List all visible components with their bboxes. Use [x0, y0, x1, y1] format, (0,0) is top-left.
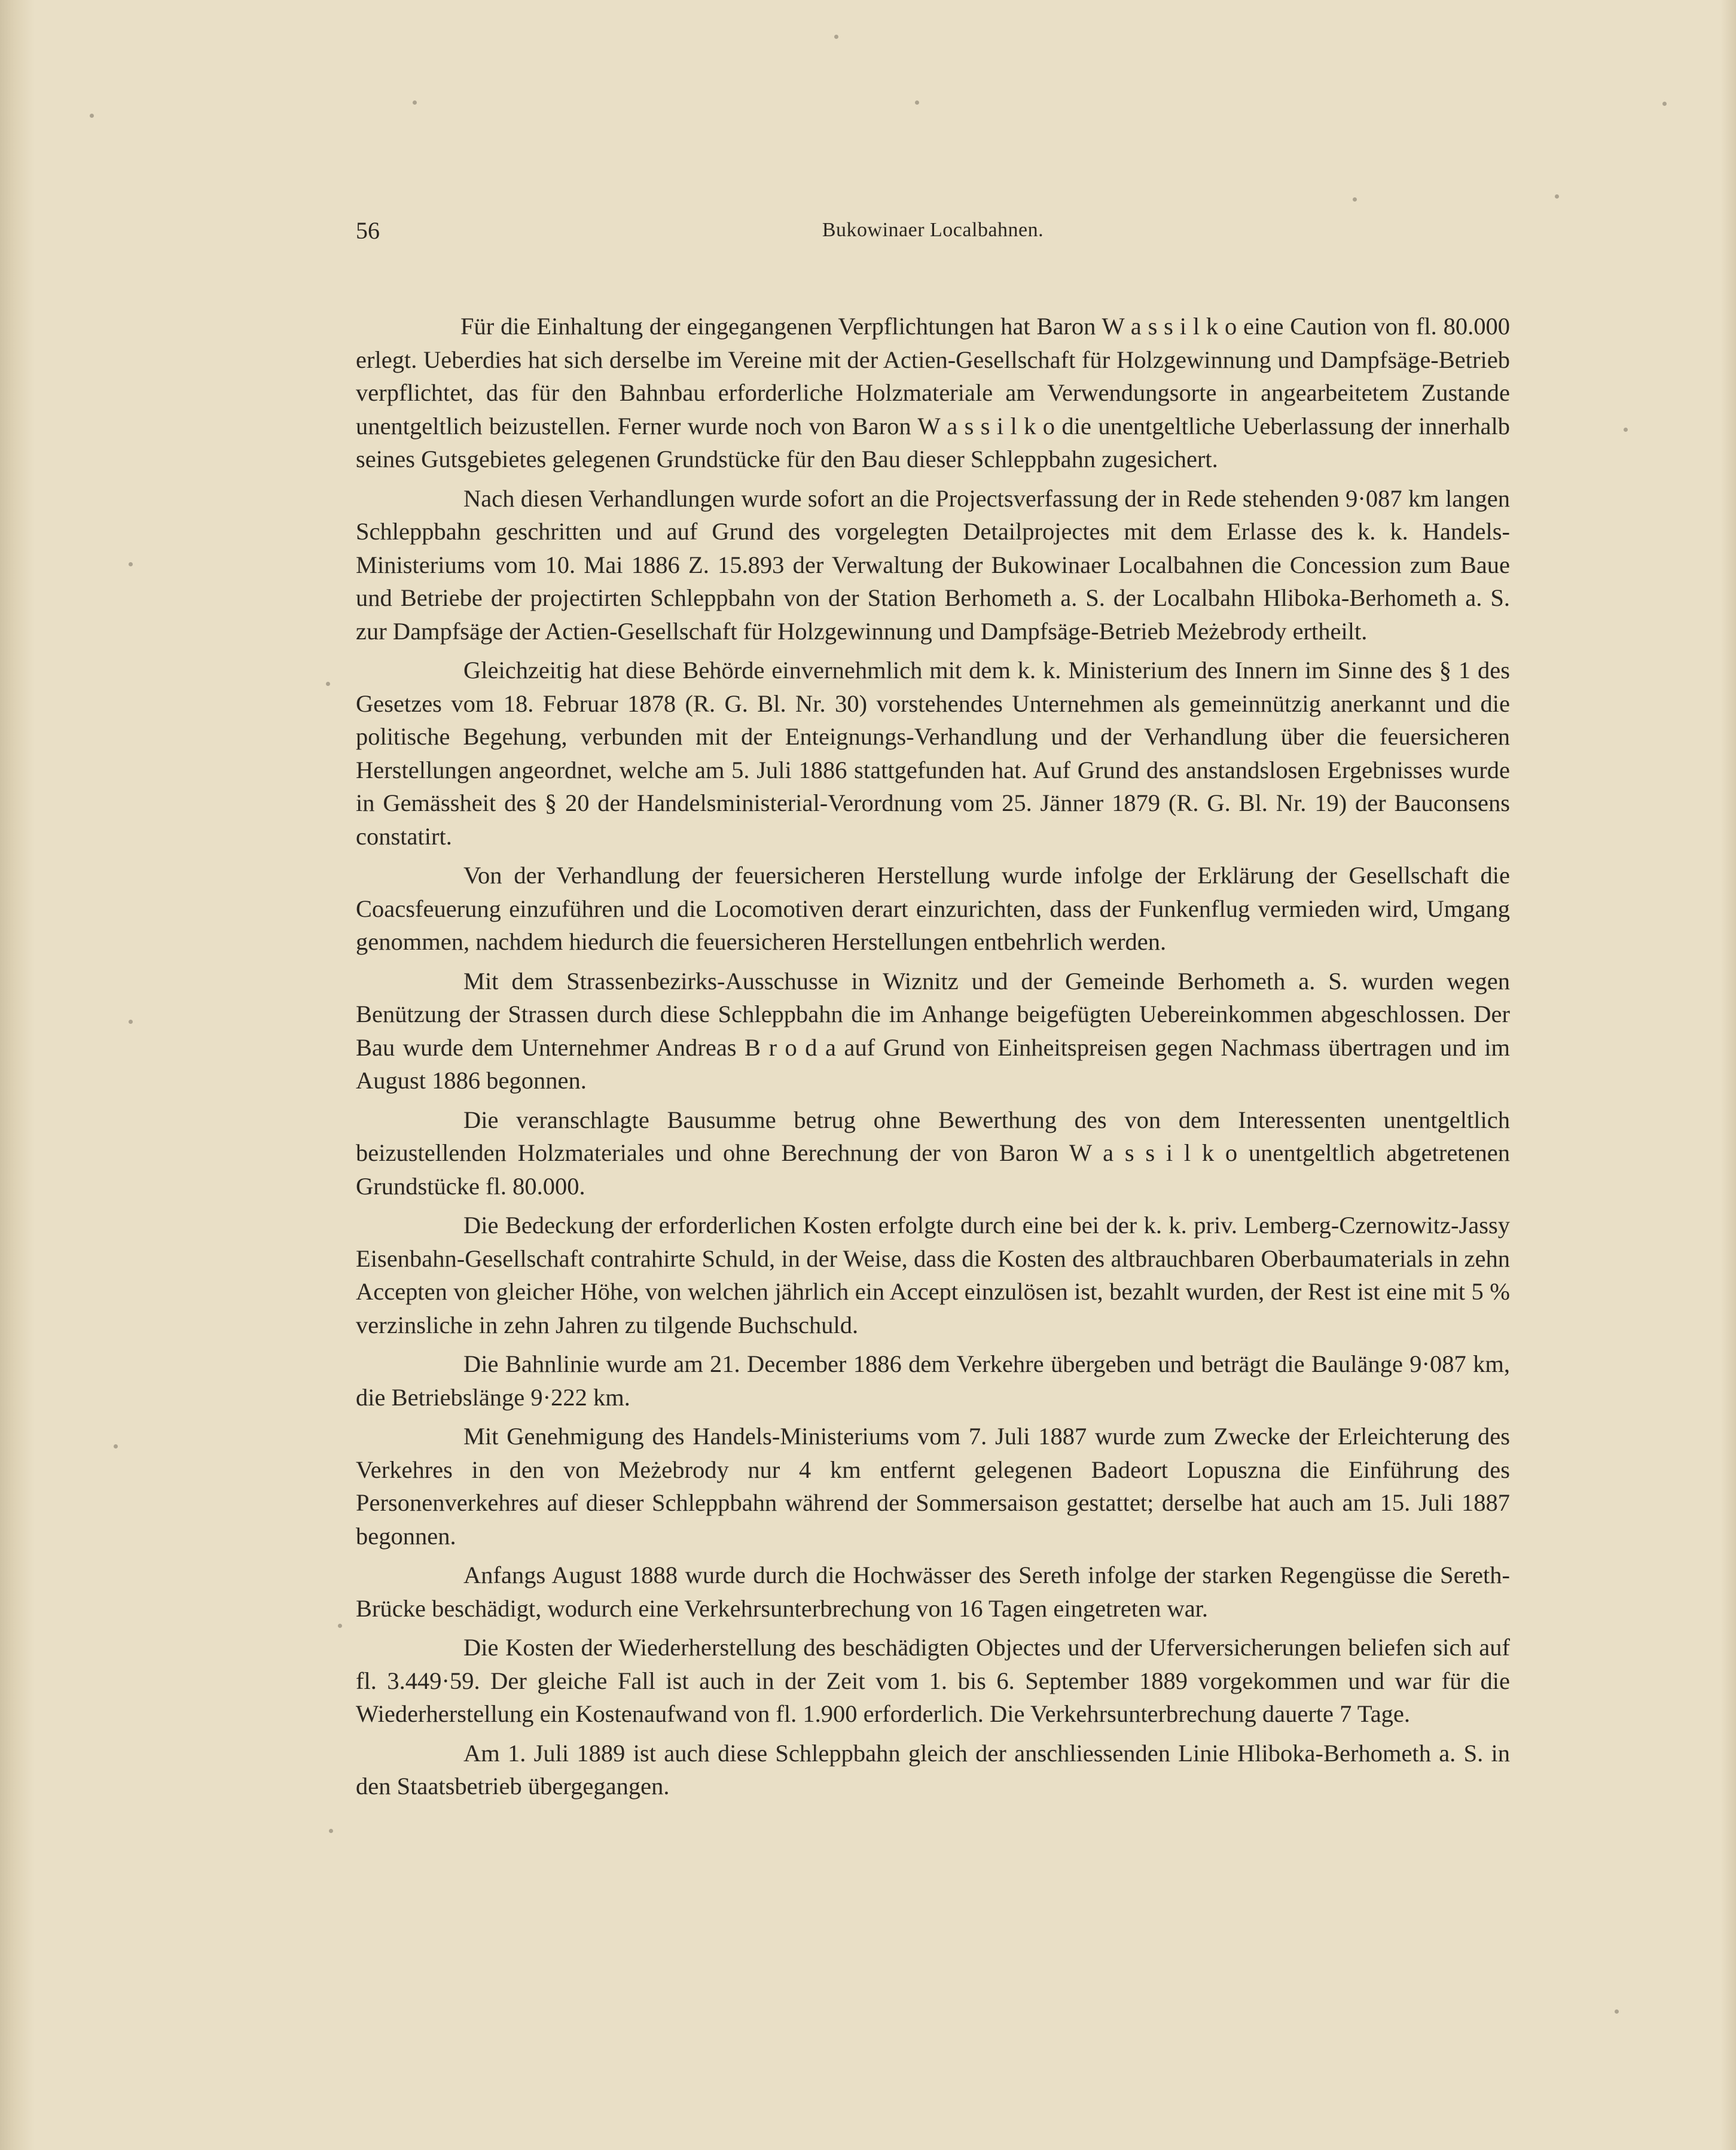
scan-speck	[413, 100, 417, 105]
scan-speck	[834, 35, 838, 39]
paragraph: Mit Genehmigung des Handels-Ministeriums vom 7. Juli 1887 wurde zum Zwecke der Erleichterung des Verkehres in den von Meżebrody nur 4 km entfernt gelegenen Badeort Lopuszna die Einführung des Personenverkehres auf dieser Schleppbahn während der Sommersaison gestattet; derselbe hat auch am 15. Juli 1887 begonnen.	[356, 1423, 1510, 1550]
scan-speck	[915, 100, 919, 105]
paragraph: Für die Einhaltung der eingegangenen Verpflichtungen hat Baron W a s s i l k o eine Caution von fl. 80.000 erlegt. Ueberdies hat sich derselbe im Vereine mit der Actien-Gesellschaft für Holzgewinnung und Dampfsäge-Betrieb verpflichtet, das für den Bahnbau erforderliche Holzmateriale am Verwendungsorte in angearbeitetem Zustande unentgeltlich beizustellen. Ferner wurde noch von Baron W a s s i l k o die unentgeltliche Ueberlassung der innerhalb seines Gutsgebietes gelegenen Grundstücke für den Bau dieser Schleppbahn zugesichert.	[356, 313, 1510, 472]
scan-speck	[329, 1829, 333, 1833]
scan-speck	[114, 1444, 118, 1448]
scan-speck	[1555, 194, 1559, 199]
book-gutter	[0, 0, 35, 2150]
paragraph: Die Bedeckung der erforderlichen Kosten erfolgte durch eine bei der k. k. priv. Lemberg-Czernowitz-Jassy Eisenbahn-Gesellschaft contrahirte Schuld, in der Weise, dass die Kosten des altbrauchbaren Oberbaumaterials in zehn Accepten von gleicher Höhe, von welchen jährlich ein Accept einzulösen ist, bezahlt wurden, der Rest ist eine mit 5 % verzinsliche in zehn Jahren zu tilgende Buchschuld.	[356, 1212, 1510, 1338]
running-title: Bukowinaer Localbahnen.	[822, 219, 1044, 241]
scan-speck	[129, 1020, 133, 1024]
page-edge-right	[1720, 0, 1736, 2150]
paragraph: Von der Verhandlung der feuersicheren Herstellung wurde infolge der Erklärung der Gesellschaft die Coacsfeuerung einzuführen und die Locomotiven derart einzurichten, dass der Funkenflug vermieden wird, Umgang genommen, nachdem hiedurch die feuersicheren Herstellungen entbehrlich werden.	[356, 862, 1510, 955]
scan-speck	[326, 682, 330, 686]
scan-speck	[1624, 428, 1628, 432]
paragraph: Die veranschlagte Bausumme betrug ohne Bewerthung des von dem Interessenten unentgeltlich beizustellenden Holzmateriales und ohne Berechnung der von Baron W a s s i l k o unentgeltlich abgetretenen Grundstücke fl. 80.000.	[356, 1106, 1510, 1200]
paragraph: Mit dem Strassenbezirks-Ausschusse in Wiznitz und der Gemeinde Berhometh a. S. wurden wegen Benützung der Strassen durch diese Schleppbahn die im Anhange beigefügten Uebereinkommen abgeschlossen. Der Bau wurde dem Unternehmer Andreas B r o d a auf Grund von Einheitspreisen gegen Nachmass übertragen und im August 1886 begonnen.	[356, 967, 1510, 1094]
paragraph: Anfangs August 1888 wurde durch die Hochwässer des Sereth infolge der starken Regengüsse die Sereth-Brücke beschädigt, wodurch eine Verkehrsunterbrechung von 16 Tagen eingetreten war.	[356, 1562, 1510, 1622]
paragraph: Gleichzeitig hat diese Behörde einvernehmlich mit dem k. k. Ministerium des Innern im Sinne des § 1 des Gesetzes vom 18. Februar 1878 (R. G. Bl. Nr. 30) vorstehendes Unternehmen als gemeinnützig anerkannt und die politische Begehung, verbunden mit der Enteignungs-Verhandlung und der Verhandlung über die feuersicheren Herstellungen angeordnet, welche am 5. Juli 1886 stattgefunden hat. Auf Grund des anstandslosen Ergebnisses wurde in Gemässheit des § 20 der Handelsministerial-Verordnung vom 25. Jänner 1879 (R. G. Bl. Nr. 19) der Bauconsens constatirt.	[356, 657, 1510, 850]
scan-speck	[1615, 2009, 1619, 2014]
main-text	[356, 310, 1510, 1809]
scan-speck	[129, 562, 133, 566]
paragraph: Am 1. Juli 1889 ist auch diese Schleppbahn gleich der anschliessenden Linie Hliboka-Berhometh a. S. in den Staatsbetrieb übergegangen.	[356, 1739, 1510, 1800]
paragraph: Nach diesen Verhandlungen wurde sofort an die Projectsverfassung der in Rede stehenden 9·087 km langen Schleppbahn geschritten und auf Grund des vorgelegten Detailprojectes mit dem Erlasse des k. k. Handels-Ministeriums vom 10. Mai 1886 Z. 15.893 der Verwaltung der Bukowinaer Localbahnen die Concession zum Baue und Betriebe der projectirten Schleppbahn von der Station Berhometh a. S. der Localbahn Hliboka-Berhometh a. S. zur Dampfsäge der Actien-Gesellschaft für Holzgewinnung und Dampfsäge-Betrieb Meżebrody ertheilt.	[356, 484, 1510, 645]
scan-speck	[1353, 197, 1357, 202]
paragraph: Die Bahnlinie wurde am 21. December 1886 dem Verkehre übergeben und beträgt die Baulänge 9·087 km, die Betriebslänge 9·222 km.	[356, 1350, 1510, 1411]
page-header	[356, 216, 1510, 252]
scan-speck	[1662, 102, 1667, 106]
scan-speck	[338, 1624, 342, 1628]
scan-speck	[90, 114, 94, 118]
page-number: 56	[356, 217, 380, 244]
paragraph: Die Kosten der Wiederherstellung des beschädigten Objectes und der Uferversicherungen beliefen sich auf fl. 3.449·59. Der gleiche Fall ist auch in der Zeit vom 1. bis 6. September 1889 vorgekommen und war für die Wiederherstellung ein Kostenaufwand von fl. 1.900 erforderlich. Die Verkehrsunterbrechung dauerte 7 Tage.	[356, 1634, 1510, 1727]
